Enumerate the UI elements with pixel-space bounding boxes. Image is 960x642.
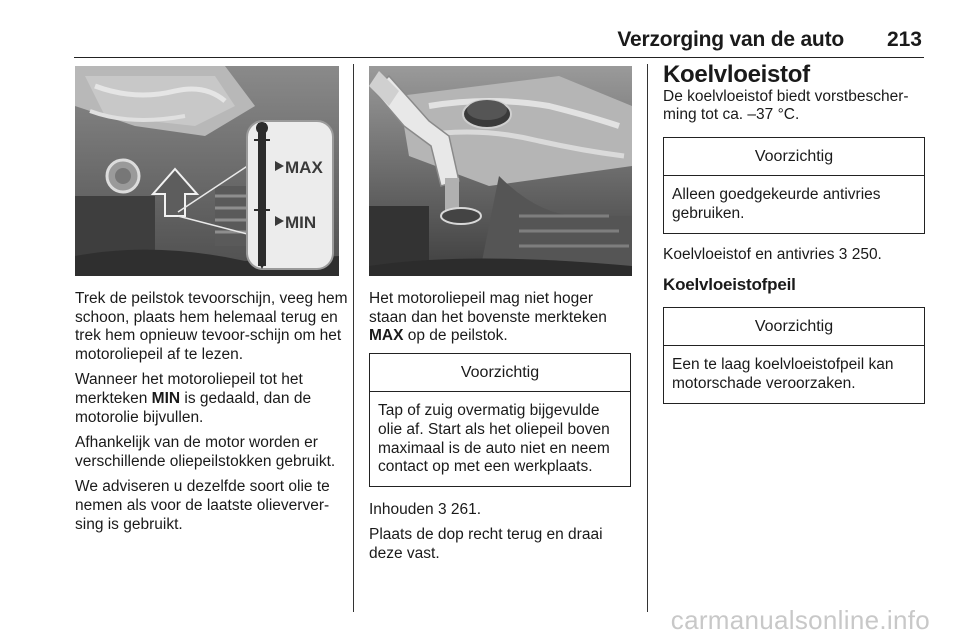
column-divider-left — [353, 64, 354, 612]
caution-text: Alleen goedgekeurde antivries gebruiken. — [672, 186, 881, 222]
paragraph-dipstick-read: Trek de peilstok tevoorschijn, veeg hem schoon, plaats hem helemaal terug en trek hem opnieuw tevoor-schijn om het motoroliepeil af te lezen. — [75, 290, 348, 363]
paragraph-oil-advice: We adviseren u dezelfde soort olie te nemen als voor de laatste olieverver-sing is gebruikt. — [75, 478, 330, 533]
page-ref-icon: 3 — [838, 245, 848, 263]
caution-title: Voorzichtig — [664, 308, 924, 347]
right-column — [663, 61, 925, 416]
header-rule — [74, 57, 924, 58]
page-title: Verzorging van de auto — [617, 28, 844, 51]
caution-title: Voorzichtig — [664, 138, 924, 177]
oil-filling-illustration — [369, 66, 632, 276]
watermark: carmanualsonline.info — [670, 605, 930, 635]
paragraph-frost-protection: De koelvloeistof biedt vorstbescher-ming tot ca. –37 °C. — [663, 87, 909, 124]
paragraph-coolant-ref: Koelvloeistof en antivries 3 250. — [663, 245, 882, 263]
page-ref-icon: 3 — [437, 500, 447, 518]
subsection-title-coolant-level: Koelvloeistofpeil — [663, 275, 796, 295]
dipstick-min-label: MIN — [285, 213, 317, 232]
left-column — [75, 290, 351, 541]
min-term: MIN — [151, 389, 181, 407]
max-term: MAX — [369, 327, 404, 345]
dipstick-max-label: MAX — [285, 158, 323, 177]
caution-box-antifreeze — [663, 137, 925, 234]
middle-column — [369, 290, 631, 571]
caution-text: Een te laag koelvloeistofpeil kan motorschade veroorzaken. — [672, 356, 894, 392]
caution-text: Tap of zuig overmatig bijgevulde olie af. Start als het oliepeil boven maximaal is de auto niet en neem contact op met een werkplaats. — [378, 402, 610, 476]
caution-box-low-coolant — [663, 307, 925, 404]
dipstick-illustration — [75, 66, 339, 276]
paragraph-capacities-ref: Inhouden 3 261. — [369, 500, 482, 518]
caution-title: Voorzichtig — [370, 354, 630, 393]
page-number: 213 — [886, 28, 922, 51]
column-divider-right — [647, 64, 648, 612]
page-header — [0, 28, 960, 52]
paragraph-max-mark: Het motoroliepeil mag niet hoger staan dan het bovenste merkteken MAX op de peilstok. — [369, 290, 607, 345]
paragraph-dipstick-types: Afhankelijk van de motor worden er verschillende oliepeilstokken gebruikt. — [75, 434, 336, 470]
caution-box-overfill — [369, 353, 631, 487]
paragraph-cap-replace: Plaats de dop recht terug en draai deze vast. — [369, 526, 603, 562]
section-title-coolant: Koelvloeistof — [663, 61, 810, 88]
paragraph-min-mark: Wanneer het motoroliepeil tot het merkteken MIN is gedaald, dan de motorolie bijvullen. — [75, 371, 312, 426]
